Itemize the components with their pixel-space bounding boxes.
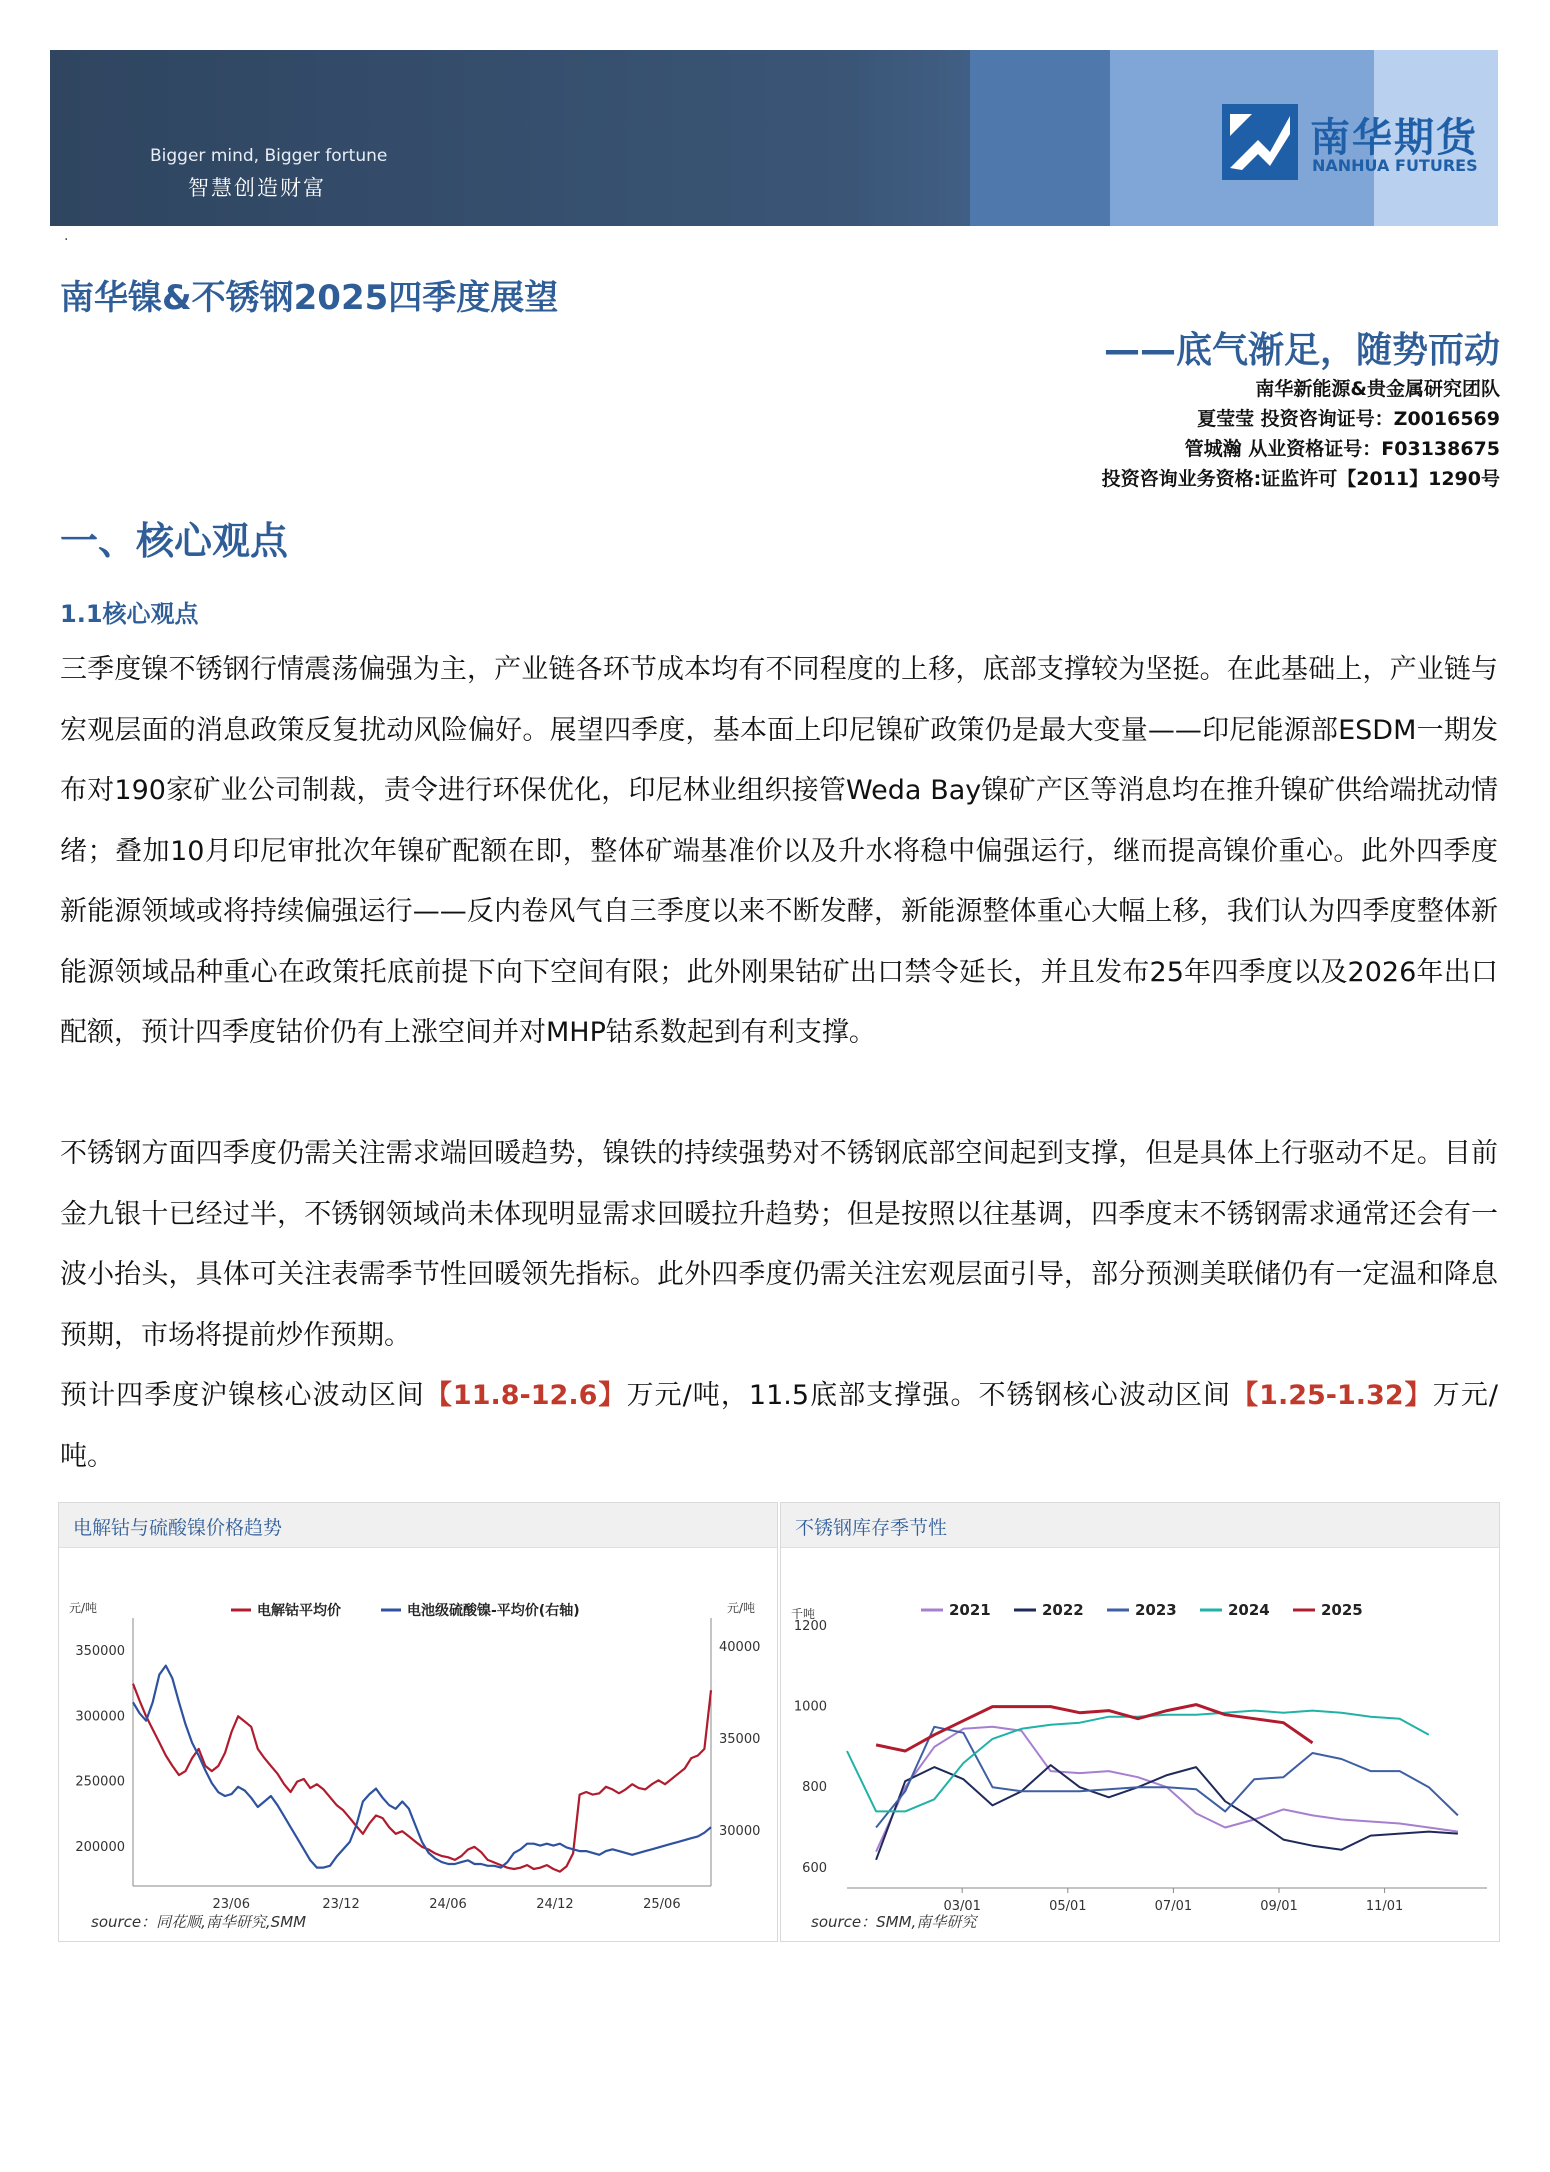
series-line <box>876 1727 1458 1828</box>
license-info: 投资咨询业务资格:证监许可【2011】1290号 <box>1101 468 1500 490</box>
range-text: 万元/吨。 <box>60 1380 1498 1472</box>
y-tick-label: 1000 <box>793 1699 827 1715</box>
y-tick-label: 800 <box>802 1780 827 1796</box>
company-logo <box>1222 104 1492 184</box>
y-tick-label: 1200 <box>793 1619 827 1634</box>
y-tick-label-right: 30000 <box>719 1823 761 1839</box>
research-team: 南华新能源&贵金属研究团队 <box>1255 378 1500 400</box>
series-line <box>876 1727 1458 1852</box>
analyst-2: 管城瀚 从业资格证号：F03138675 <box>1184 438 1500 460</box>
y-tick-label-right: 35000 <box>719 1732 761 1748</box>
y-tick-label-left: 200000 <box>75 1839 125 1855</box>
chart-title: 电解钴与硫酸镍价格趋势 <box>73 1517 283 1539</box>
x-tick-label: 24/06 <box>429 1897 467 1912</box>
legend-label: 2022 <box>1042 1601 1084 1619</box>
y-tick-label-left: 350000 <box>75 1644 125 1660</box>
stainless-range-highlight: 【1.25-1.32】 <box>1231 1380 1433 1411</box>
nickel-range-highlight: 【11.8-12.6】 <box>424 1380 627 1411</box>
legend-label: 2024 <box>1228 1601 1270 1619</box>
logo-text-chinese: 南华期货 <box>1310 115 1478 161</box>
x-tick-label: 24/12 <box>536 1897 574 1912</box>
y-tick-label-left: 250000 <box>75 1774 125 1790</box>
document-subtitle: ——底气渐足，随势而动 <box>1103 330 1500 371</box>
y-tick-label-right: 40000 <box>719 1640 761 1656</box>
chart-source: source：SMM,南华研究 <box>811 1913 977 1931</box>
section-heading: 一、核心观点 <box>60 519 289 563</box>
subsection-heading: 1.1核心观点 <box>60 600 199 628</box>
chart-header <box>59 1503 777 1548</box>
slogan-chinese: 智慧创造财富 <box>188 176 326 200</box>
legend-label: 2025 <box>1321 1601 1363 1619</box>
x-tick-label: 07/01 <box>1154 1899 1193 1914</box>
chart-panel-cobalt-nickel <box>58 1502 778 1942</box>
y-tick-label: 600 <box>802 1860 827 1876</box>
paragraph-price-range <box>60 1366 1498 1487</box>
series-line <box>876 1765 1458 1860</box>
chart-source: source：同花顺,南华研究,SMM <box>91 1913 307 1931</box>
y-axis-label: 千吨 <box>791 1607 816 1621</box>
chart-cobalt-nickel <box>59 1548 777 1940</box>
x-tick-label: 25/06 <box>643 1897 681 1912</box>
header-banner <box>50 50 1498 226</box>
y-tick-label-left: 300000 <box>75 1709 125 1725</box>
x-tick-label: 23/06 <box>212 1897 250 1912</box>
chart-header <box>781 1503 1499 1548</box>
x-tick-label: 23/12 <box>322 1897 360 1912</box>
analyst-1: 夏莹莹 投资咨询证号：Z0016569 <box>1197 408 1500 430</box>
banner-band <box>970 50 1110 226</box>
y-axis-left-label: 元/吨 <box>69 1601 98 1615</box>
range-text: 预计四季度沪镍核心波动区间 <box>60 1380 425 1411</box>
legend-label: 电池级硫酸镍-平均价(右轴) <box>407 1603 580 1619</box>
legend-label: 2021 <box>949 1601 991 1619</box>
logo-mark-icon <box>1222 104 1298 180</box>
logo-text-english: NANHUA FUTURES <box>1312 156 1478 175</box>
x-tick-label: 05/01 <box>1049 1899 1087 1914</box>
chart-panel-stainless-inventory <box>780 1502 1500 1942</box>
slogan-english: Bigger mind, Bigger fortune <box>150 146 388 166</box>
range-text: 万元/吨，11.5底部支撑强。不锈钢核心波动区间 <box>626 1380 1232 1411</box>
series-line <box>847 1711 1429 1812</box>
y-axis-right-label: 元/吨 <box>727 1601 756 1615</box>
paragraph-stainless-outlook: 不锈钢方面四季度仍需关注需求端回暖趋势，镍铁的持续强势对不锈钢底部空间起到支撑，但是具体上行驱动不足。目前金九银十已经过半，不锈钢领域尚未体现明显需求回暖拉升趋势；但是按照以往基调，四季度末不锈钢需求通常还会有一波小抬头，具体可关注表需季节性回暖领先指标。此外四季度仍需关注宏观层面引导，部分预测美联储仍有一定温和降息预期，市场将提前炒作预期。 <box>60 1138 1498 1351</box>
x-tick-label: 09/01 <box>1260 1899 1298 1914</box>
x-tick-label: 03/01 <box>943 1899 981 1914</box>
document-title: 南华镍&不锈钢2025四季度展望 <box>60 278 559 318</box>
page-marker: · <box>64 232 69 248</box>
series-line <box>133 1666 711 1868</box>
legend-label: 2023 <box>1135 1601 1177 1619</box>
x-tick-label: 11/01 <box>1365 1899 1404 1914</box>
chart-title: 不锈钢库存季节性 <box>795 1517 948 1539</box>
paragraph-nickel-outlook: 三季度镍不锈钢行情震荡偏强为主，产业链各环节成本均有不同程度的上移，底部支撑较为坚挺。在此基础上，产业链与宏观层面的消息政策反复扰动风险偏好。展望四季度，基本面上印尼镍矿政策仍是最大变量——印尼能源部ESDM一期发布对190家矿业公司制裁，责令进行环保优化，印尼林业组织接管Weda Bay镍矿产区等消息均在推升镍矿供给端扰动情绪；叠加10月印尼审批次年镍矿配额在即，整体矿端基准价以及升水将稳中偏强运行，继而提高镍价重心。此外四季度新能源领域或将持续偏强运行——反内卷风气自三季度以来不断发酵，新能源整体重心大幅上移，我们认为四季度整体新能源领域品种重心在政策托底前提下向下空间有限；此外刚果钴矿出口禁令延长，并且发布25年四季度以及2026年出口配额，预计四季度钴价仍有上涨空间并对MHP钴系数起到有利支撑。 <box>60 654 1498 1048</box>
legend-label: 电解钴平均价 <box>257 1603 341 1619</box>
chart-stainless-inventory <box>781 1548 1499 1940</box>
